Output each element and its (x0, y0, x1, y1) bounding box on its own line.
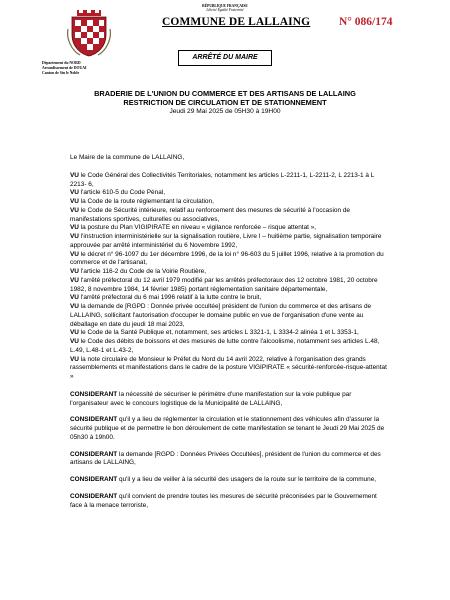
decree-body (70, 154, 388, 510)
vu-clause: VU le décret n° 96-1097 du 1er décembre 1996, de la loi n° 96-603 du 5 juillet 1996, relative à la promotion du commerce et de l'artisanat, (70, 250, 384, 267)
vu-clause: VU le Code de la Santé Publique et, notamment, ses articles L 3321-1, L 3334-2 alinéa 1 et L 3353-1, (70, 329, 359, 337)
intro-text: Le Maire de la commune de LALLAING, (70, 154, 185, 161)
vu-clause: VU la demande de [RGPD : Donnée privée occultée] président de l'union du commerce et des artisans de LALLAING, sollicitant l'autorisation d'occuper le domaine public en vue de l'organisation d'une vente au déballage en date du jeudi 18 mai 2023, (70, 303, 372, 328)
considerant-clause: CONSIDERANT la nécessité de sécuriser le périmètre d'une manifestation sur la voie publique par l'organisateur avec le concours logistique de la Municipalité de LALLAING, (70, 390, 352, 407)
vu-clause: VU l'instruction interministérielle sur la signalisation routière, Livre I – huitième partie, signalisation temporaire approuvée par arrêté interministériel du 6 Novembre 1992, (70, 233, 382, 249)
republic-line: RÉPUBLIQUE FRANÇAISE (202, 4, 248, 8)
vu-clause: VU la posture du Plan VIGIPIRATE en niveau « vigilance renforcée – risque attentat », (70, 224, 317, 232)
arrondissement-line: Arrondissement de DOUAI (42, 66, 87, 70)
vu-clause: VU le Code Général des Collectivités Territoriales, notamment les articles L-2211-1, L-2211-2, L 2213-1 à L 2213- 6, (70, 171, 375, 188)
canton-line: Canton de Sin le Noble (42, 71, 80, 75)
vu-clause: VU le Code des débits de boissons et des mesures de lutte contre l'alcoolisme, notamment ses articles L.48, L.49, L.48-1 et L.43-2, (70, 338, 380, 354)
commune-title: COMMUNE DE LALLAING (162, 16, 311, 28)
considerant-clause: CONSIDERANT la demande [RGPD : Données Privées Occultées], président de l'union du commerce et des artisans de LALLAING, (70, 450, 381, 467)
decree-heading (0, 89, 450, 116)
considerant-clause: CONSIDERANT qu'il y a lieu de réglementer la circulation et le stationnement des véhicules afin d'assurer la sécurité publique et de permettre le bon déroulement de cette manifestation se tenant le Jeudi 29 Mai 2025 de 05h30 à 19h00. (70, 416, 385, 441)
department-line: Département du NORD (42, 61, 81, 65)
considerant-clause: CONSIDERANT qu'il convient de prendre toutes les mesures de sécurité préconisées par le Gouvernement face à la menace terroriste, (70, 492, 377, 509)
decree-number: N° 086/174 (339, 16, 393, 28)
heading-date: Jeudi 29 Mai 2025 de 05H30 à 19H00 (169, 108, 281, 115)
vu-clause: VU la note circulaire de Monsieur le Préfet du Nord du 14 avril 2022, relative à l'organisation des grands rassemblements et manifestations dans le cadre de la posture VIGIPIRATE « sécurité-renforcée-risque-attentat » (70, 355, 387, 380)
considerant-clause: CONSIDERANT qu'il y a lieu de veiller à la sécurité des usagers de la route sur le territoire de la commune, (70, 476, 377, 483)
heading-line-1: BRADERIE DE L'UNION DU COMMERCE ET DES ARTISANS DE LALLAING (94, 89, 356, 98)
vu-clause: VU l'article 610-5 du Code Pénal, (70, 189, 166, 197)
vu-clause: VU l'arrêté préfectoral du 6 mai 1996 relatif à la lutte contre le bruit, (70, 294, 262, 302)
vu-clause: VU la Code de la route réglementant la circulation, (70, 198, 214, 205)
department-block (42, 61, 86, 76)
heading-line-2: RESTRICTION DE CIRCULATION ET DE STATIONNEMENT (123, 98, 327, 107)
vu-clause: VU le Code de Sécurité intérieure, relatif au renforcement des mesures de sécurité à l'occasion de manifestations sportives, culturelles ou associatives, (70, 206, 350, 223)
commune-crest-logo (66, 9, 112, 57)
decree-type-box: ARRÊTÉ DU MAIRE (178, 50, 272, 66)
motto-line: Liberté Egalité Fraternité (206, 8, 244, 12)
vu-clause: VU l'arrêté préfectoral du 12 avril 1979 modifié par les arrêtés préfectoraux des 12 octobre 1981, 20 octobre 1982, 8 novembre 1984, 14 février 1985) portant réglementation sanitaire départementale, (70, 276, 378, 293)
vu-clause: VU l'article 116-2 du Code de la Voirie Routière, (70, 268, 207, 275)
